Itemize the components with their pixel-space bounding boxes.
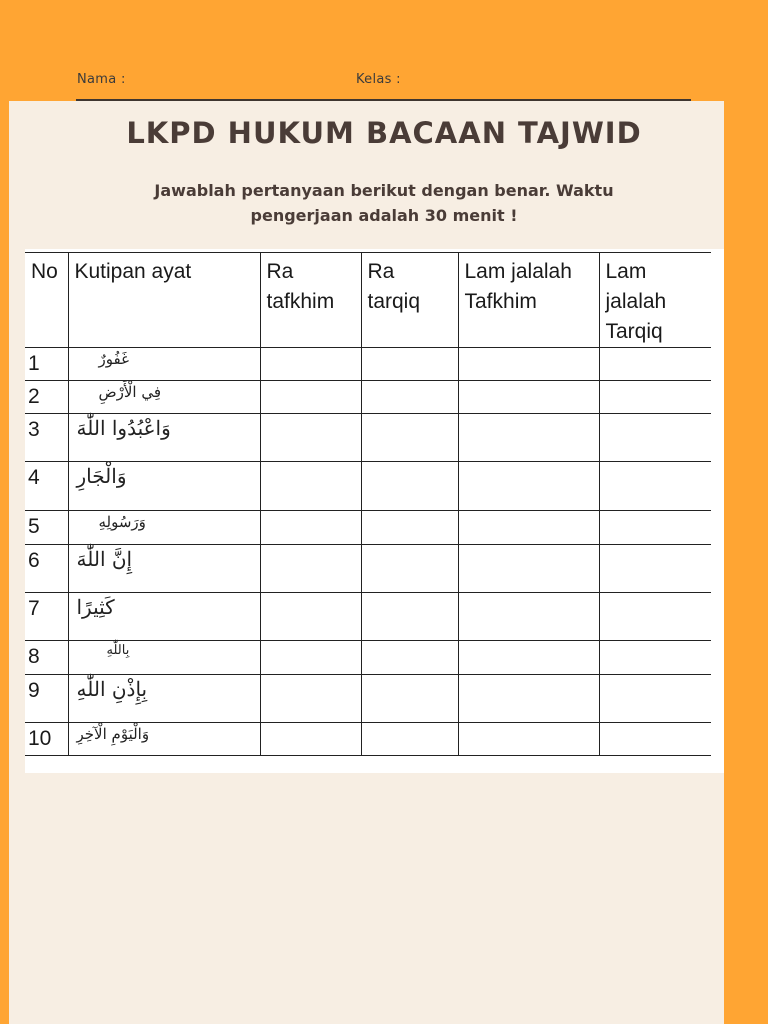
ayat-text: بِإِذْنِ اللّٰهِ [76, 677, 148, 701]
answer-cell-ra-tafkhim[interactable] [260, 545, 361, 593]
row-number: 8 [25, 641, 68, 675]
answer-cell-ra-tarqiq[interactable] [361, 462, 458, 511]
answer-cell-lam-tafkhim[interactable] [458, 593, 599, 641]
ayat-cell [68, 381, 260, 414]
table-row [25, 545, 711, 593]
kelas-label: Kelas : [356, 72, 401, 87]
row-number: 2 [25, 381, 68, 414]
row-number: 10 [25, 723, 68, 756]
answer-cell-ra-tarqiq[interactable] [361, 511, 458, 545]
answer-cell-ra-tafkhim[interactable] [260, 593, 361, 641]
page-title: LKPD HUKUM BACAAN TAJWID [126, 116, 642, 150]
row-number: 9 [25, 675, 68, 723]
answer-cell-lam-tarqiq[interactable] [599, 723, 711, 756]
answer-cell-ra-tafkhim[interactable] [260, 414, 361, 462]
answer-cell-lam-tafkhim[interactable] [458, 675, 599, 723]
ayat-text: بِاللّٰهِ [106, 643, 130, 658]
row-number: 5 [25, 511, 68, 545]
instruction-text [100, 178, 668, 228]
answer-cell-lam-tafkhim[interactable] [458, 723, 599, 756]
header-ra-tafkhim: Ra tafkhim [260, 253, 361, 348]
table-row [25, 641, 711, 675]
table-row [25, 348, 711, 381]
answer-cell-lam-tafkhim[interactable] [458, 348, 599, 381]
answer-cell-lam-tarqiq[interactable] [599, 511, 711, 545]
answer-cell-ra-tarqiq[interactable] [361, 545, 458, 593]
answer-cell-lam-tarqiq[interactable] [599, 641, 711, 675]
answer-cell-lam-tarqiq[interactable] [599, 462, 711, 511]
answer-cell-ra-tafkhim[interactable] [260, 462, 361, 511]
answer-cell-lam-tarqiq[interactable] [599, 545, 711, 593]
ayat-cell [68, 545, 260, 593]
ayat-cell [68, 511, 260, 545]
answer-cell-ra-tafkhim[interactable] [260, 381, 361, 414]
ayat-cell [68, 641, 260, 675]
table-row [25, 511, 711, 545]
instruction-line-2: pengerjaan adalah 30 menit ! [250, 206, 518, 225]
answer-cell-lam-tafkhim[interactable] [458, 414, 599, 462]
answer-cell-ra-tafkhim[interactable] [260, 641, 361, 675]
ayat-text: وَرَسُولِهِ [98, 513, 146, 531]
answer-cell-ra-tarqiq[interactable] [361, 593, 458, 641]
row-number: 6 [25, 545, 68, 593]
row-number: 3 [25, 414, 68, 462]
ayat-cell [68, 723, 260, 756]
ayat-text: كَثِيرًا [76, 595, 115, 619]
header-kutipan-ayat: Kutipan ayat [68, 253, 260, 348]
answer-cell-ra-tarqiq[interactable] [361, 381, 458, 414]
ayat-cell [68, 675, 260, 723]
ayat-text: وَاعْبُدُوا اللّٰهَ [76, 416, 171, 440]
row-number: 1 [25, 348, 68, 381]
answer-cell-ra-tarqiq[interactable] [361, 675, 458, 723]
table-row [25, 675, 711, 723]
answer-cell-lam-tafkhim[interactable] [458, 381, 599, 414]
instruction-line-1: Jawablah pertanyaan berikut dengan benar. Waktu [154, 181, 614, 200]
table-row [25, 723, 711, 756]
answer-cell-lam-tafkhim[interactable] [458, 545, 599, 593]
header-ra-tarqiq: Ra tarqiq [361, 253, 458, 348]
table-row [25, 414, 711, 462]
table-row [25, 462, 711, 511]
answer-cell-ra-tafkhim[interactable] [260, 723, 361, 756]
ayat-text: إِنَّ اللّٰهَ [76, 547, 133, 571]
answer-cell-lam-tarqiq[interactable] [599, 675, 711, 723]
answer-cell-lam-tarqiq[interactable] [599, 414, 711, 462]
answer-cell-ra-tarqiq[interactable] [361, 414, 458, 462]
ayat-text: غَفُورٌ [98, 350, 129, 368]
header-lam-jalalah-tafkhim: Lam jalalah Tafkhim [458, 253, 599, 348]
ayat-cell [68, 462, 260, 511]
row-number: 7 [25, 593, 68, 641]
answer-cell-ra-tarqiq[interactable] [361, 641, 458, 675]
answer-cell-ra-tafkhim[interactable] [260, 511, 361, 545]
nama-label: Nama : [77, 72, 126, 87]
header-no: No [25, 253, 68, 348]
ayat-cell [68, 348, 260, 381]
answer-cell-lam-tafkhim[interactable] [458, 641, 599, 675]
answer-cell-ra-tafkhim[interactable] [260, 675, 361, 723]
table-row [25, 381, 711, 414]
header-lam-jalalah-tarqiq: Lam jalalah Tarqiq [599, 253, 711, 348]
ayat-text: فِي الْأَرْضِ [98, 383, 162, 401]
answer-cell-ra-tarqiq[interactable] [361, 348, 458, 381]
answer-cell-ra-tarqiq[interactable] [361, 723, 458, 756]
tajwid-table [25, 252, 711, 756]
table-row [25, 593, 711, 641]
answer-cell-lam-tafkhim[interactable] [458, 511, 599, 545]
ayat-text: وَالْجَارِ [76, 464, 127, 488]
answer-cell-lam-tarqiq[interactable] [599, 593, 711, 641]
ayat-text: وَالْيَوْمِ الْآخِرِ [76, 725, 150, 743]
table-header-row [25, 253, 711, 348]
answer-cell-lam-tarqiq[interactable] [599, 348, 711, 381]
row-number: 4 [25, 462, 68, 511]
answer-cell-lam-tafkhim[interactable] [458, 462, 599, 511]
answer-cell-lam-tarqiq[interactable] [599, 381, 711, 414]
ayat-cell [68, 414, 260, 462]
answer-cell-ra-tafkhim[interactable] [260, 348, 361, 381]
ayat-cell [68, 593, 260, 641]
